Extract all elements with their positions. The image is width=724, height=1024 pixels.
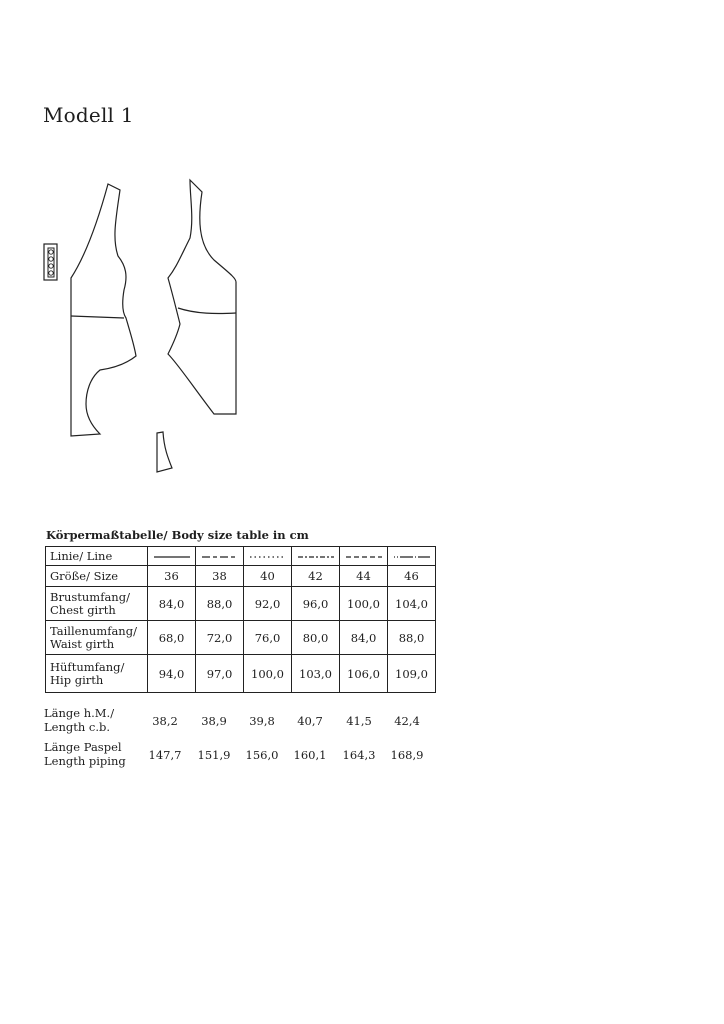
value-cell: 42,4 xyxy=(394,714,420,728)
value-cell: 103,0 xyxy=(292,655,340,693)
value-cell: 156,0 xyxy=(245,748,279,762)
size-label: Größe/ Size xyxy=(46,566,148,587)
value-cell: 88,0 xyxy=(196,587,244,621)
waist-row xyxy=(46,621,436,655)
line-style-row xyxy=(46,547,436,566)
size-cell: 42 xyxy=(292,566,340,587)
page-title: Modell 1 xyxy=(43,103,134,127)
row-label: Taillenumfang/ Waist girth xyxy=(46,621,148,655)
value-cell: 104,0 xyxy=(388,587,436,621)
value-cell: 80,0 xyxy=(292,621,340,655)
value-cell: 97,0 xyxy=(196,655,244,693)
length-cb-row xyxy=(44,706,504,740)
line-style-long-dash-dash xyxy=(200,554,240,560)
value-cell: 164,3 xyxy=(342,748,376,762)
line-style-dashed xyxy=(344,554,384,560)
front-piece xyxy=(71,184,136,436)
value-cell: 151,9 xyxy=(197,748,231,762)
size-cell: 38 xyxy=(196,566,244,587)
value-cell: 84,0 xyxy=(340,621,388,655)
row-label: Brustumfang/ Chest girth xyxy=(46,587,148,621)
value-cell: 84,0 xyxy=(148,587,196,621)
value-cell: 109,0 xyxy=(388,655,436,693)
value-cell: 168,9 xyxy=(390,748,424,762)
value-cell: 160,1 xyxy=(293,748,327,762)
row-label: Hüftumfang/ Hip girth xyxy=(46,655,148,693)
size-row xyxy=(46,566,436,587)
value-cell: 92,0 xyxy=(244,587,292,621)
facing-piece xyxy=(157,432,172,472)
row-label: Länge Paspel Length piping xyxy=(44,740,126,768)
value-cell: 38,9 xyxy=(201,714,227,728)
size-cell: 36 xyxy=(148,566,196,587)
hip-row xyxy=(46,655,436,693)
value-cell: 147,7 xyxy=(148,748,182,762)
value-cell: 76,0 xyxy=(244,621,292,655)
line-style-dot-dash xyxy=(392,554,432,560)
size-cell: 46 xyxy=(388,566,436,587)
value-cell: 100,0 xyxy=(244,655,292,693)
size-cell: 40 xyxy=(244,566,292,587)
value-cell: 38,2 xyxy=(152,714,178,728)
value-cell: 88,0 xyxy=(388,621,436,655)
length-piping-row xyxy=(44,740,504,774)
line-style-dotted xyxy=(248,554,288,560)
value-cell: 96,0 xyxy=(292,587,340,621)
value-cell: 41,5 xyxy=(346,714,372,728)
value-cell: 40,7 xyxy=(297,714,323,728)
chest-row xyxy=(46,587,436,621)
value-cell: 72,0 xyxy=(196,621,244,655)
value-cell: 94,0 xyxy=(148,655,196,693)
line-style-dash-dot xyxy=(296,554,336,560)
line-style-solid xyxy=(152,554,192,560)
body-size-table xyxy=(45,546,436,693)
table-title: Körpermaßtabelle/ Body size table in cm xyxy=(46,528,309,542)
back-piece xyxy=(168,180,236,414)
value-cell: 39,8 xyxy=(249,714,275,728)
row-label: Länge h.M./ Length c.b. xyxy=(44,706,115,734)
value-cell: 106,0 xyxy=(340,655,388,693)
value-cell: 100,0 xyxy=(340,587,388,621)
button-strip-piece xyxy=(44,244,57,280)
pattern-pieces-illustration xyxy=(40,178,250,478)
value-cell: 68,0 xyxy=(148,621,196,655)
line-label: Linie/ Line xyxy=(46,547,148,566)
size-cell: 44 xyxy=(340,566,388,587)
